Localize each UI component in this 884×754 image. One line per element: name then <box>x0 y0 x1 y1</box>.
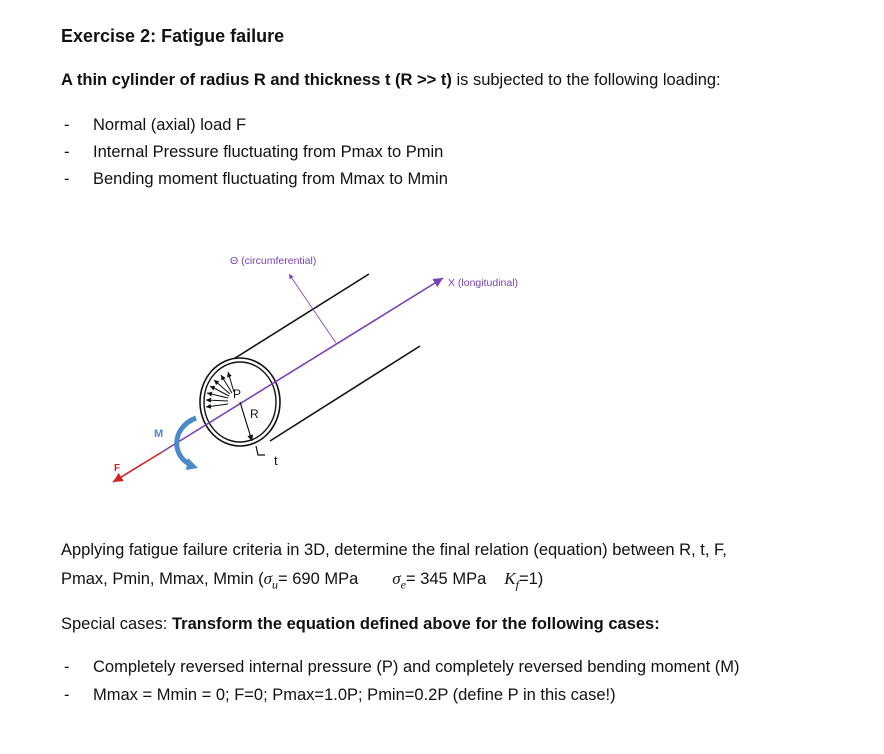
force-label: F <box>114 463 121 474</box>
intro-bold: A thin cylinder of radius R and thickness t (R >> t) <box>61 71 452 89</box>
list-item: Completely reversed internal pressure (P) and completely reversed bending moment (M) <box>93 658 740 676</box>
list-item: Normal (axial) load F <box>93 116 247 134</box>
special-bold: Transform the equation defined above for the following cases: <box>171 615 660 633</box>
bullet: - <box>64 143 70 161</box>
list-item: Internal Pressure fluctuating from Pmax to Pmin <box>93 143 444 161</box>
kf-value: =1) <box>518 570 544 588</box>
question-line2 <box>61 569 543 592</box>
sigma-e-value: = 345 MPa <box>405 570 487 588</box>
moment-label: M <box>154 428 164 440</box>
bullet: - <box>64 686 70 704</box>
cylinder-bottom-edge <box>270 346 420 441</box>
x-axis <box>162 278 443 452</box>
bullet: - <box>64 116 70 134</box>
list-item: Bending moment fluctuating from Mmax to Mmin <box>93 170 448 188</box>
intro-rest: is subjected to the following loading: <box>451 71 721 89</box>
list-item: Mmax = Mmin = 0; F=0; Pmax=1.0P; Pmin=0.2P (define P in this case!) <box>93 686 616 704</box>
radius-label: R <box>250 407 259 421</box>
kf-subscript: f <box>515 577 519 592</box>
cylinder-top-edge <box>232 274 369 360</box>
theta-label: Θ (circumferential) <box>230 255 317 267</box>
special-cases-heading <box>61 615 660 634</box>
bullet: - <box>64 658 70 676</box>
sigma-u-subscript: u <box>272 577 278 592</box>
sigma-e-subscript: e <box>400 577 406 592</box>
x-label: X (longitudinal) <box>448 277 519 289</box>
thickness-leader <box>256 446 265 455</box>
sigma-e-symbol: σ <box>392 569 401 588</box>
special-label: Special cases: <box>61 615 172 633</box>
kf-symbol: K <box>504 569 516 588</box>
question-prefix: Pmax, Pmin, Mmax, Mmin ( <box>61 570 264 588</box>
thickness-label: t <box>274 453 278 468</box>
bullet: - <box>64 170 70 188</box>
moment-arrowhead <box>186 458 198 470</box>
sigma-u-symbol: σ <box>263 569 272 588</box>
theta-arrow <box>289 274 336 343</box>
sigma-u-value: = 690 MPa <box>278 570 359 588</box>
exercise-title: Exercise 2: Fatigue failure <box>61 26 285 46</box>
pressure-label: P <box>233 387 242 401</box>
question-line1: Applying fatigue failure criteria in 3D, determine the final relation (equation) between R, t, F, <box>61 541 727 559</box>
force-arrow <box>113 452 162 482</box>
